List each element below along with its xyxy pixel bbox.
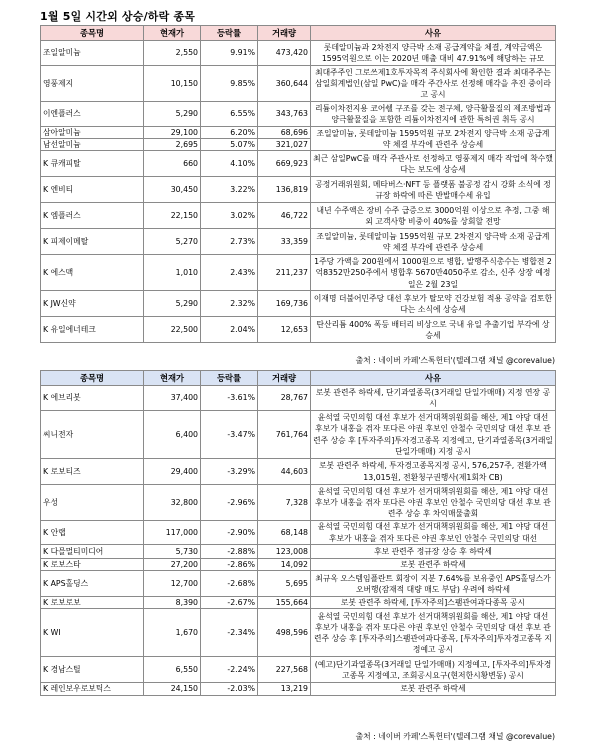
stock-change: 6.20%	[201, 127, 258, 139]
stock-price: 5,730	[144, 545, 201, 559]
stock-price: 10,150	[144, 66, 201, 102]
stock-price: 1,010	[144, 255, 201, 291]
stock-price: 5,290	[144, 102, 201, 127]
stock-reason: 윤석열 국민의힘 대선 후보가 선거대책위원회를 해산, 제1 야당 대선 후보가 내홍을 겪자 또다른 야권 후보인 안철수 국민의당 대선 후보 관련주 상승 후 [투자주의]투자경고종목 지정예고, 단기과열종목(3거래일 단일가매매) 지정 공시	[311, 411, 556, 459]
stock-change: -2.90%	[201, 521, 258, 545]
stock-reason: 최규옥 오스템임플란트 회장이 지분 7.64%를 보유중인 APS홀딩스가 오버행(잠재적 대량 매도 부담) 우려에 하락세	[311, 571, 556, 597]
table-row	[41, 411, 556, 459]
stock-change: 2.32%	[201, 291, 258, 317]
stock-reason: 리튬이차전지용 코어쉘 구조를 갖는 전구체, 양극활물질의 제조방법과 양극활물질을 포함한 리튬이차전지에 관한 특허권 취득 공시	[311, 102, 556, 127]
table-row	[41, 559, 556, 571]
table-row	[41, 177, 556, 203]
stock-name: K 큐캐피탈	[41, 151, 144, 177]
stock-name: K 로보로보	[41, 597, 144, 609]
stock-reason: 윤석열 국민의힘 대선 후보가 선거대책위원회를 해산, 제1 야당 대선 후보가 내홍을 겪자 또다른 야권 후보인 안철수 국민의당 대선 후보 관련주 상승 후 [투자주의]스팸관여과다종목, [투자주의]투자경고종목 지정예고 공시	[311, 609, 556, 657]
table-row	[41, 386, 556, 411]
stock-name: K 안랩	[41, 521, 144, 545]
stock-change: 4.10%	[201, 151, 258, 177]
header-reason: 사유	[311, 371, 556, 386]
stock-name: 남선알미늄	[41, 139, 144, 151]
stock-name: 영풍제지	[41, 66, 144, 102]
stock-volume: 14,092	[258, 559, 311, 571]
stock-volume: 473,420	[258, 41, 311, 66]
header-price: 현재가	[144, 26, 201, 41]
table-row	[41, 151, 556, 177]
rising-stocks-table	[40, 25, 556, 343]
stock-reason: 롯데알미늄과 2차전지 양극박 소재 공급계약을 체결, 계약금액은 1595억원으로 이는 2020년 매출 대비 47.91%에 해당하는 규모	[311, 41, 556, 66]
stock-reason: (예고)단기과열종목(3거래일 단일가매매) 지정예고, [투자주의]투자경고종목 지정예고, 조회공시요구(현저한시황변동) 공시	[311, 657, 556, 683]
stock-name: K 엔비티	[41, 177, 144, 203]
stock-price: 117,000	[144, 521, 201, 545]
stock-change: -2.96%	[201, 485, 258, 521]
table-row	[41, 203, 556, 229]
header-change: 등락률	[201, 371, 258, 386]
table-row	[41, 317, 556, 343]
table-row	[41, 571, 556, 597]
source-credit: 출처 : 네이버 카페'스톡헌터'(텔레그램 채널 @corevalue)	[355, 356, 555, 365]
header-change: 등락률	[201, 26, 258, 41]
stock-reason: 로봇 관련주 하락세, 투자경고종목지정 공시, 576,257주, 전환가액 13,015원, 전환청구권행사(제1회차 CB)	[311, 459, 556, 485]
stock-name: K 경남스틸	[41, 657, 144, 683]
stock-name: K 에스맥	[41, 255, 144, 291]
stock-volume: 227,568	[258, 657, 311, 683]
stock-price: 30,450	[144, 177, 201, 203]
stock-volume: 68,696	[258, 127, 311, 139]
stock-reason: 로봇 관련주 하락세, [투자주의]스팸관여과다종목 공시	[311, 597, 556, 609]
stock-price: 27,200	[144, 559, 201, 571]
stock-volume: 13,219	[258, 683, 311, 695]
stock-price: 6,400	[144, 411, 201, 459]
stock-name: K APS홀딩스	[41, 571, 144, 597]
stock-name: K WI	[41, 609, 144, 657]
stock-reason: 윤석열 국민의힘 대선 후보가 선거대책위원회를 해산, 제1 야당 대선 후보가 내홍을 겪자 또다른 야권 후보인 안철수 국민의당 대선	[311, 521, 556, 545]
stock-volume: 68,148	[258, 521, 311, 545]
stock-volume: 343,763	[258, 102, 311, 127]
stock-change: -3.61%	[201, 386, 258, 411]
stock-volume: 669,923	[258, 151, 311, 177]
table-row	[41, 683, 556, 695]
stock-change: -2.03%	[201, 683, 258, 695]
table-row	[41, 459, 556, 485]
falling-table-header	[41, 371, 556, 386]
stock-price: 2,695	[144, 139, 201, 151]
stock-reason: 후보 관련주 정규장 상승 후 하락세	[311, 545, 556, 559]
table-row	[41, 485, 556, 521]
stock-volume: 44,603	[258, 459, 311, 485]
stock-reason: 이재명 더불어민주당 대선 후보가 탈모약 건강보험 적용 공약을 검토한다는 소식에 상승세	[311, 291, 556, 317]
stock-name: K 에브리봇	[41, 386, 144, 411]
stock-change: 2.04%	[201, 317, 258, 343]
stock-reason: 로봇 관련주 하락세	[311, 559, 556, 571]
stock-name: K 레인보우로보틱스	[41, 683, 144, 695]
stock-volume: 211,237	[258, 255, 311, 291]
stock-reason: 탄산리튬 400% 폭등 배터리 비상으로 국내 유일 추출기업 부각에 상승세	[311, 317, 556, 343]
table-row	[41, 255, 556, 291]
stock-change: 9.91%	[201, 41, 258, 66]
stock-name: K 유일에너테크	[41, 317, 144, 343]
stock-change: -2.24%	[201, 657, 258, 683]
stock-change: -3.47%	[201, 411, 258, 459]
stock-price: 8,390	[144, 597, 201, 609]
header-volume: 거래량	[258, 371, 311, 386]
table-row	[41, 102, 556, 127]
stock-volume: 155,664	[258, 597, 311, 609]
stock-reason: 내년 수주액은 장비 수주 급증으로 3000억원 이상으로 추정, 그중 해외 고객사향 비중이 40%를 상회할 전망	[311, 203, 556, 229]
stock-reason: 최근 삼일PwC를 매각 주관사로 선정하고 영풍제지 매각 작업에 착수했다는 보도에 상승세	[311, 151, 556, 177]
stock-volume: 33,359	[258, 229, 311, 255]
stock-volume: 12,653	[258, 317, 311, 343]
stock-volume: 136,819	[258, 177, 311, 203]
stock-price: 660	[144, 151, 201, 177]
stock-volume: 7,328	[258, 485, 311, 521]
header-volume: 거래량	[258, 26, 311, 41]
stock-volume: 5,695	[258, 571, 311, 597]
stock-name: 삼아알미늄	[41, 127, 144, 139]
stock-name: K JW신약	[41, 291, 144, 317]
stock-change: 5.07%	[201, 139, 258, 151]
stock-name: K 엠플러스	[41, 203, 144, 229]
stock-name: K 로보스타	[41, 559, 144, 571]
stock-reason: 최대주주인 그로쓰제1호투자목적 주식회사에 확인한 결과 최대주주는 삼일회계법인(삼일 PwC)을 매각 주간사로 선정해 매각을 추진 중이라고 공시	[311, 66, 556, 102]
source-credit: 출처 : 네이버 카페'스톡헌터'(텔레그램 채널 @corevalue)	[355, 732, 555, 741]
stock-change: -2.34%	[201, 609, 258, 657]
stock-reason: 로봇 관련주 하락세, 단기과열종목(3거래일 단일가매매) 지정 연장 공시	[311, 386, 556, 411]
stock-price: 37,400	[144, 386, 201, 411]
stock-volume: 123,008	[258, 545, 311, 559]
stock-name: 이엔플러스	[41, 102, 144, 127]
stock-price: 5,290	[144, 291, 201, 317]
stock-reason: 공정거래위원회, 메타버스·NFT 등 플랫폼 불공정 감시 강화 소식에 정규장 하락에 따른 반발매수세 유입	[311, 177, 556, 203]
table-row	[41, 291, 556, 317]
stock-reason: 1주당 가액을 200원에서 1000원으로 병합, 발행주식총수는 병합전 2억8352만250주에서 병합후 5670만4050주로 감소, 신주 상장 예정일은 2월 23일	[311, 255, 556, 291]
table-row	[41, 66, 556, 102]
stock-volume: 761,764	[258, 411, 311, 459]
header-price: 현재가	[144, 371, 201, 386]
stock-change: 2.73%	[201, 229, 258, 255]
stock-price: 5,270	[144, 229, 201, 255]
table-row	[41, 657, 556, 683]
table-row	[41, 41, 556, 66]
table-row	[41, 545, 556, 559]
stock-price: 24,150	[144, 683, 201, 695]
stock-name: 우성	[41, 485, 144, 521]
stock-volume: 28,767	[258, 386, 311, 411]
stock-price: 6,550	[144, 657, 201, 683]
stock-price: 29,400	[144, 459, 201, 485]
page-title: 1월 5일 시간외 상승/하락 종목	[40, 10, 196, 23]
stock-price: 12,700	[144, 571, 201, 597]
stock-volume: 169,736	[258, 291, 311, 317]
stock-change: -3.29%	[201, 459, 258, 485]
stock-price: 29,100	[144, 127, 201, 139]
stock-change: -2.88%	[201, 545, 258, 559]
rising-table-header	[41, 26, 556, 41]
stock-name: K 피제이메탈	[41, 229, 144, 255]
stock-price: 2,550	[144, 41, 201, 66]
stock-price: 22,500	[144, 317, 201, 343]
table-row	[41, 127, 556, 139]
stock-change: 6.55%	[201, 102, 258, 127]
header-name: 종목명	[41, 371, 144, 386]
table-row	[41, 609, 556, 657]
header-reason: 사유	[311, 26, 556, 41]
falling-stocks-table	[40, 370, 556, 696]
stock-volume: 360,644	[258, 66, 311, 102]
table-row	[41, 521, 556, 545]
stock-price: 1,670	[144, 609, 201, 657]
stock-volume: 498,596	[258, 609, 311, 657]
stock-change: 9.85%	[201, 66, 258, 102]
stock-change: 3.02%	[201, 203, 258, 229]
stock-name: K 로보티즈	[41, 459, 144, 485]
stock-name: 씨니전자	[41, 411, 144, 459]
stock-change: 2.43%	[201, 255, 258, 291]
stock-change: -2.67%	[201, 597, 258, 609]
table-row	[41, 229, 556, 255]
header-name: 종목명	[41, 26, 144, 41]
table-row	[41, 597, 556, 609]
stock-reason: 윤석열 국민의힘 대선 후보가 선거대책위원회를 해산, 제1 야당 대선 후보가 내홍을 겪자 또다른 야권 후보인 안철수 국민의당 대선 후보 관련주 상승 후 차익매물출회	[311, 485, 556, 521]
stock-reason: 조일알미늄, 롯데알미늄 1595억원 규모 2차전지 양극박 소재 공급계약 체결 부각에 관련주 상승세	[311, 127, 556, 151]
stock-price: 22,150	[144, 203, 201, 229]
stock-reason: 로봇 관련주 하락세	[311, 683, 556, 695]
stock-name: 조일알미늄	[41, 41, 144, 66]
stock-change: 3.22%	[201, 177, 258, 203]
stock-volume: 321,027	[258, 139, 311, 151]
stock-name: K 다믈멀티미디어	[41, 545, 144, 559]
stock-volume: 46,722	[258, 203, 311, 229]
stock-reason: 조일알미늄, 롯데알미늄 1595억원 규모 2차전지 양극박 소재 공급계약 체결 부각에 관련주 상승세	[311, 229, 556, 255]
stock-change: -2.68%	[201, 571, 258, 597]
stock-price: 32,800	[144, 485, 201, 521]
stock-change: -2.86%	[201, 559, 258, 571]
